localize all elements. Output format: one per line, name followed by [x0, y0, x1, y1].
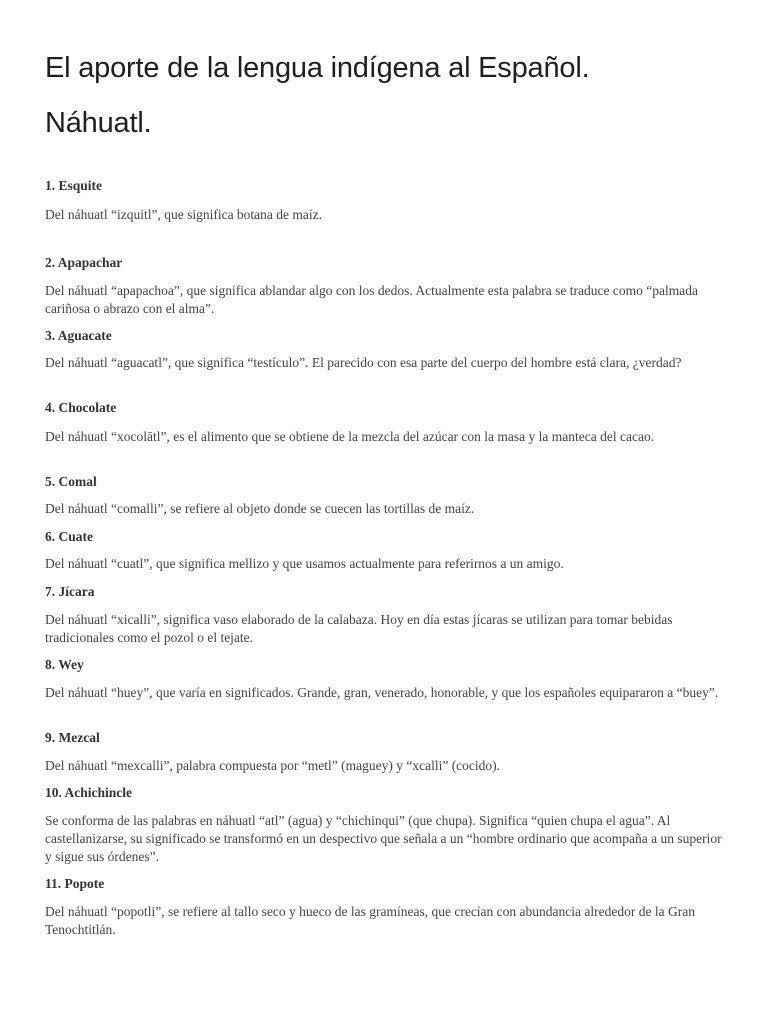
entry-heading-chocolate: 4. Chocolate	[45, 400, 117, 415]
entry-heading-wey: 8. Wey	[45, 657, 84, 672]
entry-text-wey: Del náhuatl “huey”, que varía en significados. Grande, gran, venerado, honorable, y que los españoles equipararon a “buey”.	[45, 685, 719, 700]
entry-text-comal: Del náhuatl “comalli”, se refiere al objeto donde se cuecen las tortillas de maíz.	[45, 501, 475, 516]
entry-heading-jicara: 7. Jícara	[45, 584, 95, 599]
entry-heading-apapachar: 2. Apapachar	[45, 255, 123, 270]
entry-text-jicara: Del náhuatl “xicalli”, significa vaso elaborado de la calabaza. Hoy en día estas jícaras se utilizan para tomar bebidas tradicionales como el pozol o el tejate.	[45, 612, 673, 645]
entry-heading-aguacate: 3. Aguacate	[45, 328, 112, 343]
entry-text-popote: Del náhuatl “popotli”, se refiere al tallo seco y hueco de las gramíneas, que crecían con abundancia alrededor de la Gran Tenochtitlán.	[45, 904, 695, 937]
entry-heading-achichincle: 10. Achichincle	[45, 785, 132, 800]
entry-text-aguacate: Del náhuatl “aguacatl”, que significa “testículo”. El parecido con esa parte del cuerpo del hombre está clara, ¿verdad?	[45, 355, 682, 370]
entry-heading-mezcal: 9. Mezcal	[45, 730, 100, 745]
entry-text-cuate: Del náhuatl “cuatl”, que significa mellizo y que usamos actualmente para referirnos a un amigo.	[45, 556, 564, 571]
entry-text-mezcal: Del náhuatl “mexcalli”, palabra compuesta por “metl” (maguey) y “xcalli” (cocido).	[45, 758, 501, 773]
entry-text-apapachar: Del náhuatl “apapachoa”, que significa ablandar algo con los dedos. Actualmente esta palabra se traduce como “palmada cariñosa o abrazo con el alma”.	[45, 283, 698, 316]
entry-heading-cuate: 6. Cuate	[45, 529, 93, 544]
entry-text-chocolate: Del náhuatl “xocolātl”, es el alimento que se obtiene de la mezcla del azúcar con la masa y la manteca del cacao.	[45, 429, 655, 444]
entry-text-esquite: Del náhuatl “izquitl”, que significa botana de maíz.	[45, 207, 323, 222]
entry-heading-esquite: 1. Esquite	[45, 178, 103, 193]
entry-heading-popote: 11. Popote	[45, 876, 105, 891]
page-title: El aporte de la lengua indígena al Español.	[45, 52, 590, 84]
page-subtitle: Náhuatl.	[45, 107, 152, 139]
entry-heading-comal: 5. Comal	[45, 474, 97, 489]
entry-text-achichincle: Se conforma de las palabras en náhuatl “atl” (agua) y “chichinqui” (que chupa). Significa “quien chupa el agua”. Al castellanizarse, su significado se transformó en un despectivo que señala a un “hombre ordinario que acompaña a un superior y sigue sus órdenes”.	[45, 813, 722, 864]
